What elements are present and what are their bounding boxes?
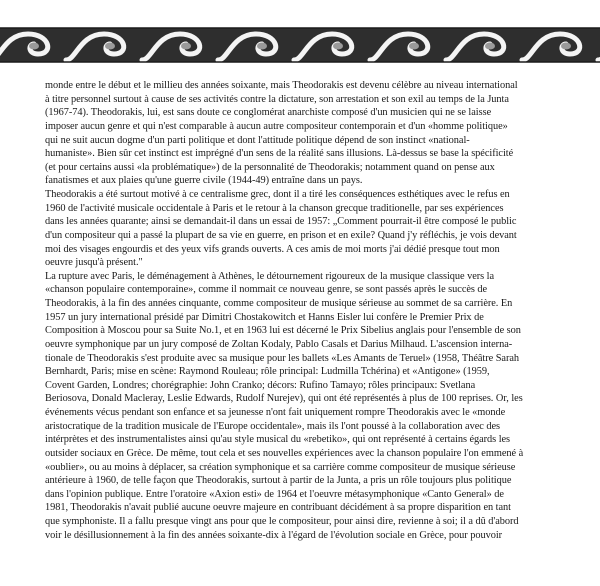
- text-line: antérieure à 1960, de telle façon que Theodorakis, surtout à partir de la Junta, a pris un rôle toujours plus politique: [45, 475, 512, 487]
- wave-spiral-eye: [181, 43, 191, 50]
- text-line: oeuvre symphonique par un jury composé de Zoltan Kodaly, Pablo Casals et Darius Milhaud. L'ascension interna-: [45, 338, 513, 350]
- text-line: 1957 un jury international présidé par Dimitri Chostakowitch et Hanns Eisler lui confère le Premier Prix de: [45, 311, 484, 323]
- wave-ornament-graphic: [0, 20, 600, 70]
- text-line: tionale de Theodorakis s'est produite avec sa musique pour les ballets «Les Amants de Teruel» (1958, Théâtre Sarah: [45, 352, 519, 364]
- text-line: imposer aucun genre et qui n'est comparable à aucun autre compositeur contemporain et d'un «homme politique»: [45, 120, 508, 132]
- text-line: monde entre le début et le millieu des années soixante, mais Theodorakis est devenu célèbre au niveau international: [45, 80, 518, 91]
- wave-spiral-eye: [105, 43, 115, 50]
- wave-spiral-eye: [409, 43, 419, 50]
- text-line: (et pour certains aussi «la problématique») de la personnalité de Theodorakis; notamment quand on pense aux: [45, 161, 495, 173]
- text-line: d'un compositeur qui a passé la plupart de sa vie en guerre, en prison et en exile? Quand j'y réfléchis, je vois devant: [45, 229, 517, 241]
- text-line: (1967-74). Theodorakis, lui, est sans doute ce conglomérat anarchiste composé d'un musicien qui ne se laisse: [45, 107, 492, 119]
- text-line: moi des visages engourdis et des yeux vifs grands ouverts. A ces amis de moi morts j'ai dédié presque tout mon: [45, 243, 500, 255]
- text-line: dans l'opinion publique. Entre l'oratoire «Axion esti» de 1964 et l'oeuvre métasymphonique «Canto General» de: [45, 488, 504, 500]
- decorative-wave-border: [0, 20, 600, 70]
- wave-spiral-eye: [257, 43, 267, 50]
- text-line: Bernhardt, Paris; mise en scène: Raymond Rouleau; rôle principal: Ludmilla Tchérina) et «Antigone» (1959,: [45, 366, 490, 378]
- text-line: Covent Garden, Londres; chorégraphie: John Cranko; décors: Rufino Tamayo; rôles principaux: Svetlana: [45, 379, 476, 391]
- wave-spiral-eye: [333, 43, 343, 50]
- text-line: que symphoniste. Il a fallu presque vingt ans pour que le compositeur, pour ainsi dire, revienne à soi; il a dû d'abord: [45, 516, 519, 527]
- text-line: Theodorakis, à la fin des années cinquante, comme compositeur de musique sérieuse au sommet de sa carrière. En: [45, 298, 513, 309]
- text-line: 1960 de l'activité musicale occidentale à Paris et le retour à la chanson grecque traditionelle, par ses expériences: [45, 202, 504, 214]
- text-line: voir le désillusionnement à la fin des années soixante-dix à l'égard de l'évolution sociale en Grèce, pour pouvoir: [45, 529, 503, 541]
- text-line: Composition à Moscou pour sa Suite No.1, et en 1963 lui est décerné le Prix Sibelius anglais pour l'ensemble de son: [45, 325, 521, 337]
- text-line: 1981, Theodorakis n'avait publié aucune oeuvre majeure en contribuant décidément à sa propre disparition en tant: [45, 502, 511, 514]
- text-line: La rupture avec Paris, le déménagement à Athènes, le détournement rigoureux de la musique classique vers la: [45, 270, 495, 282]
- text-line: intérprètes et des instrumentalistes ainsi qu'au style musical du «rebetiko», qui ont représenté à certains égards les: [45, 434, 511, 446]
- wave-spiral-eye: [29, 43, 39, 50]
- text-line: humaniste». Bien sûr cet instinct est imprégné d'un sens de la réalité sans illusions. Là-dessus se base la spécificité: [45, 148, 514, 160]
- text-line: fanatismes et aux plaies qu'une guerre civile (1944-49) entraîne dans un pays.: [45, 175, 363, 187]
- text-line: «chanson populaire contemporaine», comme il nommait ce nouveau genre, se sont passés après le succès de: [45, 284, 488, 296]
- text-line: outsider sociaux en Grèce. De même, tout cela et ses nouvelles expériences avec la chanson populaire l'on emmené à: [45, 447, 524, 459]
- wave-spiral-eye: [561, 43, 571, 50]
- text-line: Theodorakis a été surtout motivé à ce centralisme grec, dont il a tiré les conséquences esthétiques avec le refus en: [45, 189, 510, 200]
- text-line: événements vécus pendant son enfance et sa jeunesse n'ont fait uniquement rompre Theodorakis avec le «monde: [45, 407, 506, 418]
- body-text: [45, 79, 585, 542]
- text-line: oeuvre jusqu'à présent.": [45, 257, 143, 269]
- text-line: «oublier», ou au moins à déplacer, sa création symphonique et sa carrière comme compositeur de musique sérieuse: [45, 461, 516, 473]
- text-line: qui ne suit aucun dogme d'un parti politique et dont l'attitude politique dépend de son instinct «national-: [45, 134, 470, 146]
- text-line: Beriosova, Donald Macleray, Leslie Edwards, Rudolf Nurejev), qui ont été représentés à plus de 100 reprises. Or, les: [45, 393, 523, 405]
- wave-spiral-eye: [485, 43, 495, 50]
- text-line: à titre personnel surtout à cause de ses activités contre la dictature, son arrestation et son exil au temps de la Junta: [45, 93, 509, 105]
- text-line: aristocratique de la tradition musicale de l'Europe occidentale», mais ils l'ont poussé à la collaboration avec des: [45, 420, 500, 432]
- text-line: dans les années quarante; ainsi se demandait-il dans un essai de 1957: „Comment pourrait-il être composé le public: [45, 216, 517, 228]
